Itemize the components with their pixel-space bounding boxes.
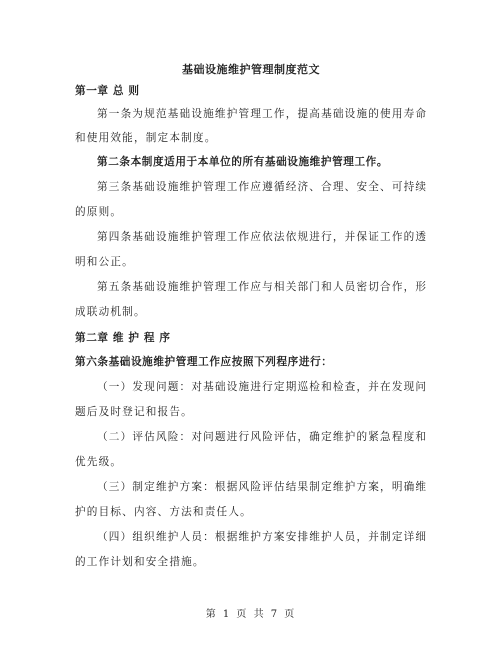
paragraph-line: 护的目标、内容、方法和责任人。 (75, 506, 252, 518)
paragraph-line: 题后及时登记和报告。 (75, 406, 193, 418)
chapter-heading: 第二章 维 护 程 序 (75, 332, 171, 344)
chapter-heading: 第一章 总 则 (75, 85, 140, 97)
document-title: 基础设施维护管理制度范文 (182, 63, 320, 76)
paragraph-line: 成联动机制。 (75, 306, 146, 318)
paragraph-line: （二）评估风险：对问题进行风险评估，确定维护的紧急程度和 (97, 431, 428, 443)
paragraph-line: 的原则。 (75, 206, 123, 218)
paragraph-line: （四）组织维护人员：根据维护方案安排维护人员，并制定详细 (97, 531, 428, 543)
paragraph-line: 优先级。 (75, 456, 123, 468)
paragraph-line: 第一条为规范基础设施维护管理工作，提高基础设施的使用寿命 (97, 108, 428, 120)
paragraph-line: （一）发现问题：对基础设施进行定期巡检和检查，并在发现问 (97, 381, 428, 393)
paragraph-line: 第四条基础设施维护管理工作应依法依规进行，并保证工作的透 (97, 231, 428, 243)
article-heading: 第六条基础设施维护管理工作应按照下列程序进行： (75, 356, 333, 368)
paragraph-line: 明和公正。 (75, 256, 134, 268)
paragraph-line: 和使用效能，制定本制度。 (75, 132, 217, 144)
article-heading: 第二条本制度适用于本单位的所有基础设施维护管理工作。 (97, 156, 389, 168)
paragraph-line: 的工作计划和安全措施。 (75, 556, 205, 568)
page-number-footer: 第 1 页 共 7 页 (205, 609, 297, 620)
paragraph-line: 第三条基础设施维护管理工作应遵循经济、合理、安全、可持续 (97, 181, 428, 193)
paragraph-line: （三）制定维护方案：根据风险评估结果制定维护方案，明确维 (97, 481, 428, 493)
paragraph-line: 第五条基础设施维护管理工作应与相关部门和人员密切合作，形 (97, 281, 428, 293)
